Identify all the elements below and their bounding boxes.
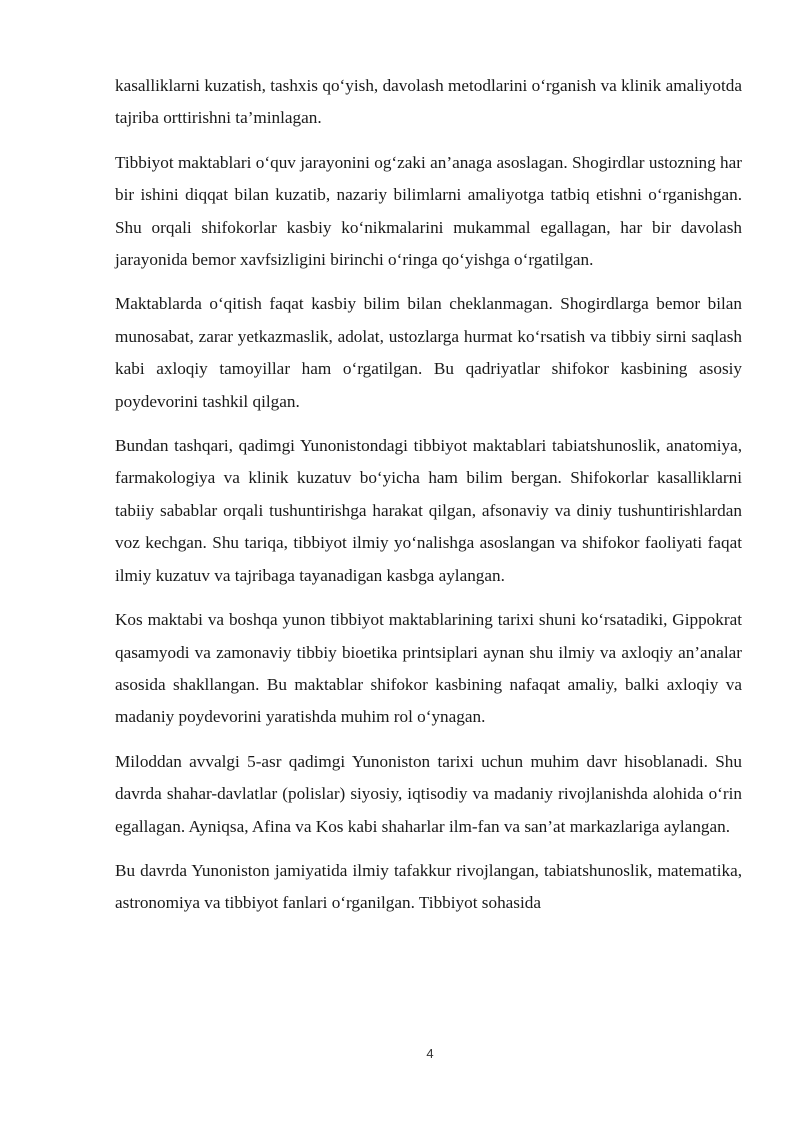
- paragraph-3: Maktablarda o‘qitish faqat kasbiy bilim bilan cheklanmagan. Shogirdlarga bemor bilan munosabat, zarar yetkazmaslik, adolat, ustozlarga hurmat ko‘rsatish va tibbiy sirni saqlash kabi axloqiy tamoyillar ham o‘rgatilgan. Bu qadriyatlar shifokor kasbining asosiy poydevorini tashkil qilgan.: [115, 294, 742, 411]
- paragraph-1: kasalliklarni kuzatish, tashxis qo‘yish, davolash metodlarini o‘rganish va klinik amaliyotda tajriba orttirishni ta’minlagan.: [115, 76, 742, 128]
- document-body: [115, 70, 742, 932]
- paragraph-4: Bundan tashqari, qadimgi Yunonistondagi tibbiyot maktablari tabiatshunoslik, anatomiya, farmakologiya va klinik kuzatuv bo‘yicha ham bilim bergan. Shifokorlar kasalliklarni tabiiy sabablar orqali tushuntirishga harakat qilgan, afsonaviy va diniy tushuntirishlardan voz kechgan. Shu tariqa, tibbiyot ilmiy yo‘nalishga asoslangan va shifokor faoliyati faqat ilmiy kuzatuv va tajribaga tayanadigan kasbga aylangan.: [115, 436, 742, 585]
- paragraph-5: Kos maktabi va boshqa yunon tibbiyot maktablarining tarixi shuni ko‘rsatadiki, Gippokrat qasamyodi va zamonaviy tibbiy bioetika printsiplari aynan shu ilmiy va axloqiy an’analar asosida shakllangan. Bu maktablar shifokor kasbining nafaqat amaliy, balki axloqiy va madaniy poydevorini yaratishda muhim rol o‘ynagan.: [115, 610, 742, 727]
- paragraph-2: Tibbiyot maktablari o‘quv jarayonini og‘zaki an’anaga asoslagan. Shogirdlar ustozning har bir ishini diqqat bilan kuzatib, nazariy bilimlarni amaliyotga tatbiq etishni o‘rganishgan. Shu orqali shifokorlar kasbiy ko‘nikmalarini mukammal egallagan, har bir davolash jarayonida bemor xavfsizligini birinchi o‘ringa qo‘yishga o‘rgatilgan.: [115, 152, 742, 270]
- page-number: 4: [426, 1046, 434, 1061]
- paragraph-6: Miloddan avvalgi 5-asr qadimgi Yunoniston tarixi uchun muhim davr hisoblanadi. Shu davrda shahar-davlatlar (polislar) siyosiy, iqtisodiy va madaniy rivojlanishda alohida o‘rin egallagan. Ayniqsa, Afina va Kos kabi shaharlar ilm-fan va san’at markazlariga aylangan.: [115, 751, 742, 836]
- paragraph-7: Bu davrda Yunoniston jamiyatida ilmiy tafakkur rivojlangan, tabiatshunoslik, matematika, astronomiya va tibbiyot fanlari o‘rganilgan. Tibbiyot sohasida: [115, 860, 742, 913]
